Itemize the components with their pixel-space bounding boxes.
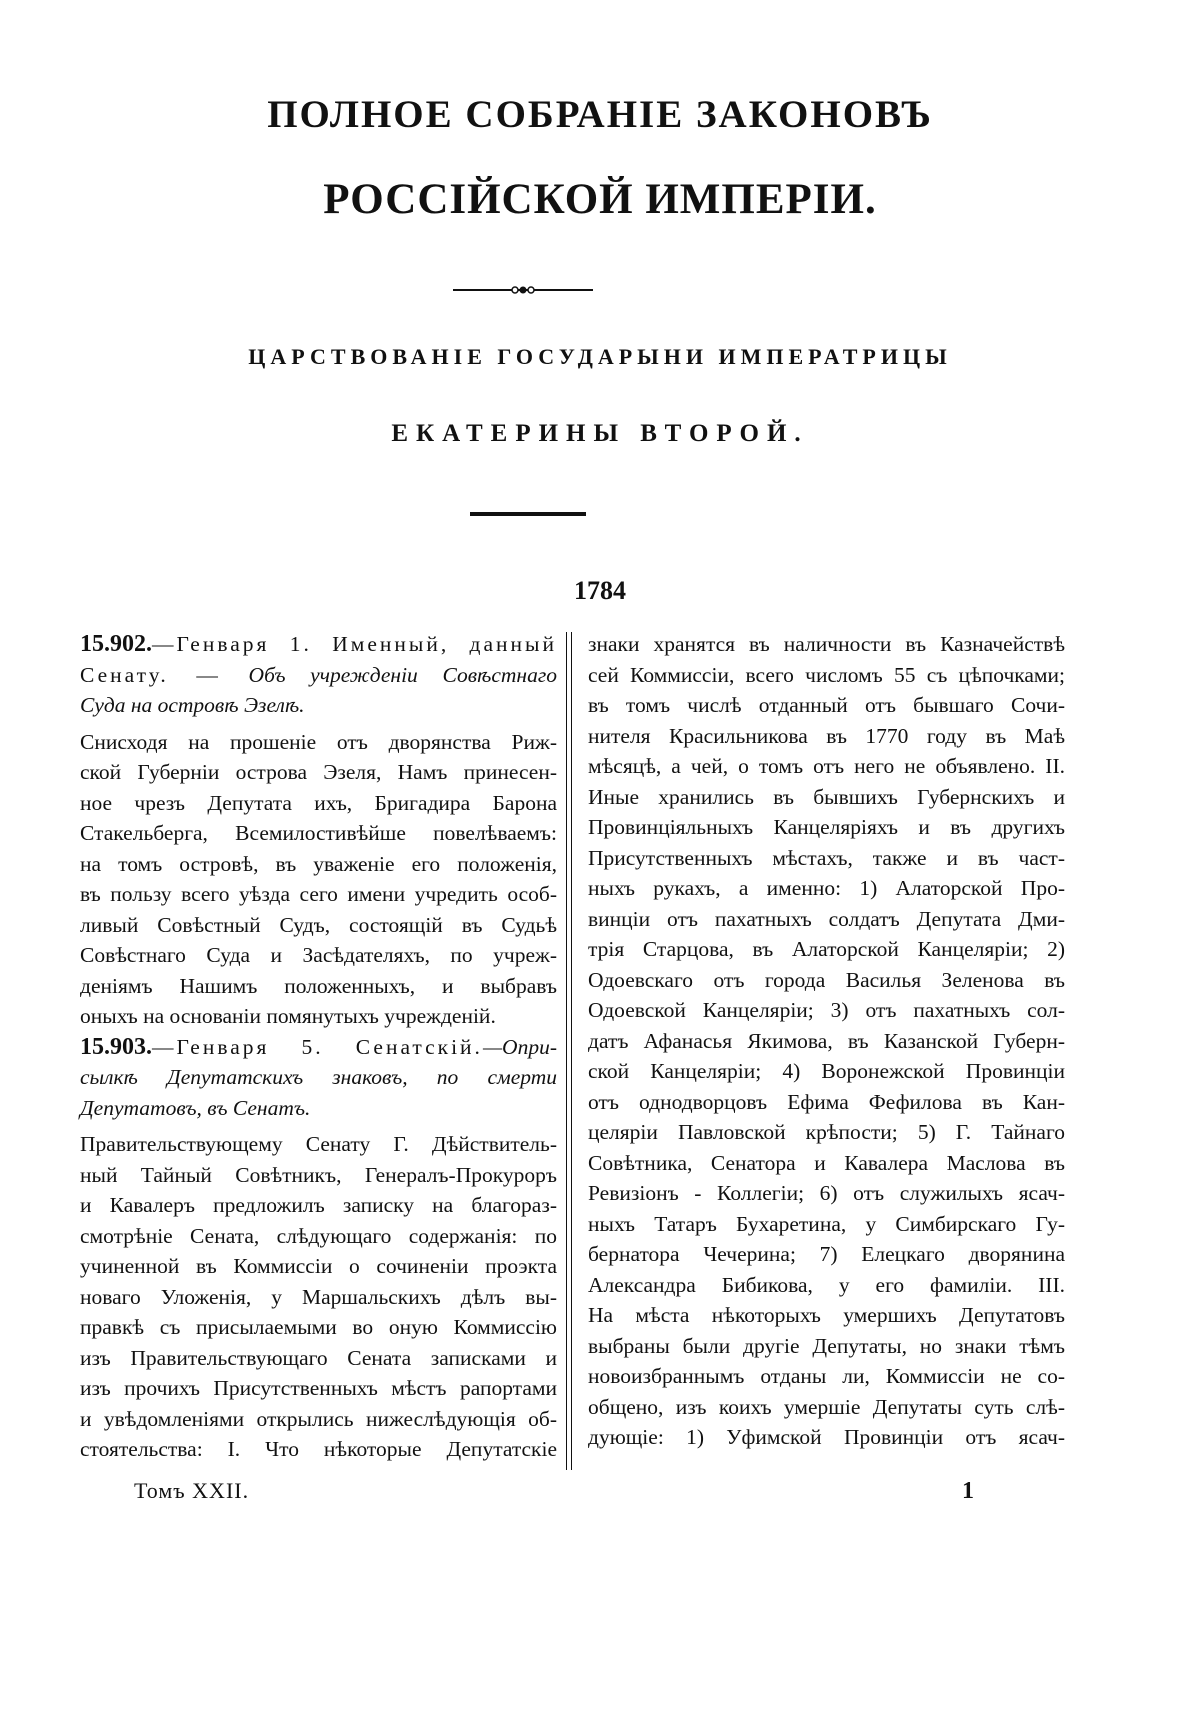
text-line: ное чрезъ Депутата ихъ, Бригадира Барона xyxy=(80,790,557,815)
sheet-number: 1 xyxy=(962,1478,974,1504)
text-line: ныхъ рукахъ, а именно: 1) Алаторской Про- xyxy=(588,876,1065,900)
text-line: бернатора Чечерина; 7) Елецкаго дворянина xyxy=(588,1242,1065,1266)
text-line: въ пользу всего уѣзда сего имени учредить особ- xyxy=(80,882,557,906)
text-line: дующіе: 1) Уфимской Провинціи отъ ясач- xyxy=(588,1425,1065,1449)
text-line: Одоевскаго отъ города Василья Зеленова въ xyxy=(588,967,1065,992)
year-heading: 1784 xyxy=(574,576,626,605)
text-line: Иные хранились въ бывшихъ Губернскихъ и xyxy=(588,784,1065,809)
text-line: целяріи Павловской крѣпости; 5) Г. Тайнаго xyxy=(588,1120,1065,1144)
law-number: 15.902. xyxy=(80,631,152,657)
text-line: и Кавалеръ предложилъ записку на благораз- xyxy=(80,1193,557,1217)
text-line: ской Канцеляріи; 4) Воронежской Провинціи xyxy=(588,1059,1065,1083)
text-line: ный Тайный Совѣтникъ, Генералъ-Прокуроръ xyxy=(80,1162,557,1187)
entry-heading xyxy=(80,1032,557,1063)
text-line: датъ Афанасья Якимова, въ Казанской Губерн- xyxy=(588,1028,1065,1053)
text-line: на томъ островѣ, въ уваженіе его положенія, xyxy=(80,851,557,876)
entry-subject: Депутатовъ, въ Сенатъ. xyxy=(80,1095,311,1120)
text-line: ныхъ Татаръ Бухаретина, у Симбирскаго Гу- xyxy=(588,1211,1065,1236)
text-line: выбраны были другіе Депутаты, но знаки тѣмъ xyxy=(588,1333,1065,1358)
entry-subject: Суда на островѣ Эзелѣ. xyxy=(80,693,305,717)
entry-heading xyxy=(80,629,557,660)
text-line: общено, изъ коихъ умершіе Депутаты суть слѣ- xyxy=(588,1394,1065,1419)
right-column xyxy=(588,629,1065,1453)
text-line: изъ прочихъ Присутственныхъ мѣстъ рапортами xyxy=(80,1376,557,1400)
text-line: Провинціяльныхъ Канцеляріяхъ и въ другихъ xyxy=(588,815,1065,839)
text-line: новаго Уложенія, у Маршальскихъ дѣлъ вы- xyxy=(80,1284,557,1309)
text-line: новоизбраннымъ отданы ли, Коммиссіи не со- xyxy=(588,1364,1065,1388)
page-title-line1: ПОЛНОЕ СОБРАНІЕ ЗАКОНОВЪ xyxy=(267,93,933,136)
entry-subject: Объ учрежденіи Совѣстнаго xyxy=(248,662,557,687)
reign-line1: ЦАРСТВОВАНІЕ ГОСУДАРЫНИ ИМПЕРАТРИЦЫ xyxy=(248,344,952,369)
column-separator xyxy=(566,632,572,1470)
text-line: Одоевской Канцеляріи; 3) отъ пахатныхъ сол- xyxy=(588,998,1065,1022)
entry-date-type: —Генваря 1. Именный, данный xyxy=(152,632,557,656)
text-line: Совѣстнаго Суда и Засѣдателяхъ, по учреж- xyxy=(80,943,557,967)
ornament-divider xyxy=(453,283,593,297)
entry-subject: —Опри- xyxy=(482,1034,557,1059)
entry-addressee: Сенату. — xyxy=(80,662,249,687)
entry-heading xyxy=(80,660,557,691)
text-line: Совѣтника, Сенатора и Кавалера Маслова въ xyxy=(588,1150,1065,1175)
text-line: нителя Красильникова въ 1770 году въ Маѣ xyxy=(588,723,1065,748)
text-line: правкѣ съ присылаемыми во оную Коммиссію xyxy=(80,1315,557,1339)
text-line: отъ однодворцовъ Ефима Фефилова въ Кан- xyxy=(588,1089,1065,1114)
left-column xyxy=(80,629,557,1465)
text-line: винціи отъ пахатныхъ солдатъ Депутата Дми- xyxy=(588,906,1065,931)
text-line: Правительствующему Сенату Г. Дѣйствитель- xyxy=(80,1132,557,1156)
law-number: 15.903. xyxy=(80,1033,152,1060)
text-line: Присутственныхъ мѣстахъ, также и въ част- xyxy=(588,845,1065,870)
text-line: мѣсяцѣ, а чей, о томъ отъ него не объявлено. II. xyxy=(588,754,1065,778)
text-line: и увѣдомленіями открылись нижеслѣдующія об- xyxy=(80,1406,557,1431)
text-line: трія Старцова, въ Алаторской Канцеляріи; 2) xyxy=(588,937,1065,961)
reign-line2: ЕКАТЕРИНЫ ВТОРОЙ. xyxy=(391,420,809,447)
text-line: ской Губерніи острова Эзеля, Намъ принесен- xyxy=(80,760,557,784)
text-line: учиненной въ Коммиссіи о сочиненіи проэкта xyxy=(80,1254,557,1278)
volume-label: Томъ XXII. xyxy=(134,1478,250,1503)
text-line: оныхъ на основаніи помянутыхъ учрежденій. xyxy=(80,1004,496,1028)
section-rule xyxy=(470,512,586,516)
text-line: Стакельберга, Всемилостивѣйше повелѣваемъ: xyxy=(80,821,557,845)
page-title-line2: РОССІЙСКОЙ ИМПЕРІИ. xyxy=(323,176,877,223)
entry-date-type: —Генваря 5. Сенатскій. xyxy=(152,1034,483,1059)
text-line: въ томъ числѣ отданный отъ бывшаго Сочи- xyxy=(588,693,1065,717)
text-line: изъ Правительствующаго Сената записками и xyxy=(80,1345,557,1370)
text-line: Александра Бибикова, у его фамиліи. III. xyxy=(588,1272,1065,1297)
text-line: Снисходя на прошеніе отъ дворянства Риж- xyxy=(80,729,557,754)
text-line: смотрѣніе Сената, слѣдующаго содержанія: по xyxy=(80,1223,557,1248)
entry-subject: сылкѣ Депутатскихъ знаковъ, по смерти xyxy=(80,1065,557,1089)
text-line: знаки хранятся въ наличности въ Казначействѣ xyxy=(588,632,1065,656)
text-line: сей Коммиссіи, всего числомъ 55 съ цѣпочками; xyxy=(588,662,1065,687)
text-line: ливый Совѣстный Судъ, состоящій въ Судьѣ xyxy=(80,912,557,937)
text-line: стоятельства: I. Что нѣкоторые Депутатскіе xyxy=(80,1437,557,1461)
text-line: деніямъ Нашимъ положенныхъ, и выбравъ xyxy=(80,973,557,998)
text-line: На мѣста нѣкоторыхъ умершихъ Депутатовъ xyxy=(588,1303,1065,1327)
text-line: Ревизіонъ - Коллегіи; 6) отъ служилыхъ ясач- xyxy=(588,1181,1065,1205)
